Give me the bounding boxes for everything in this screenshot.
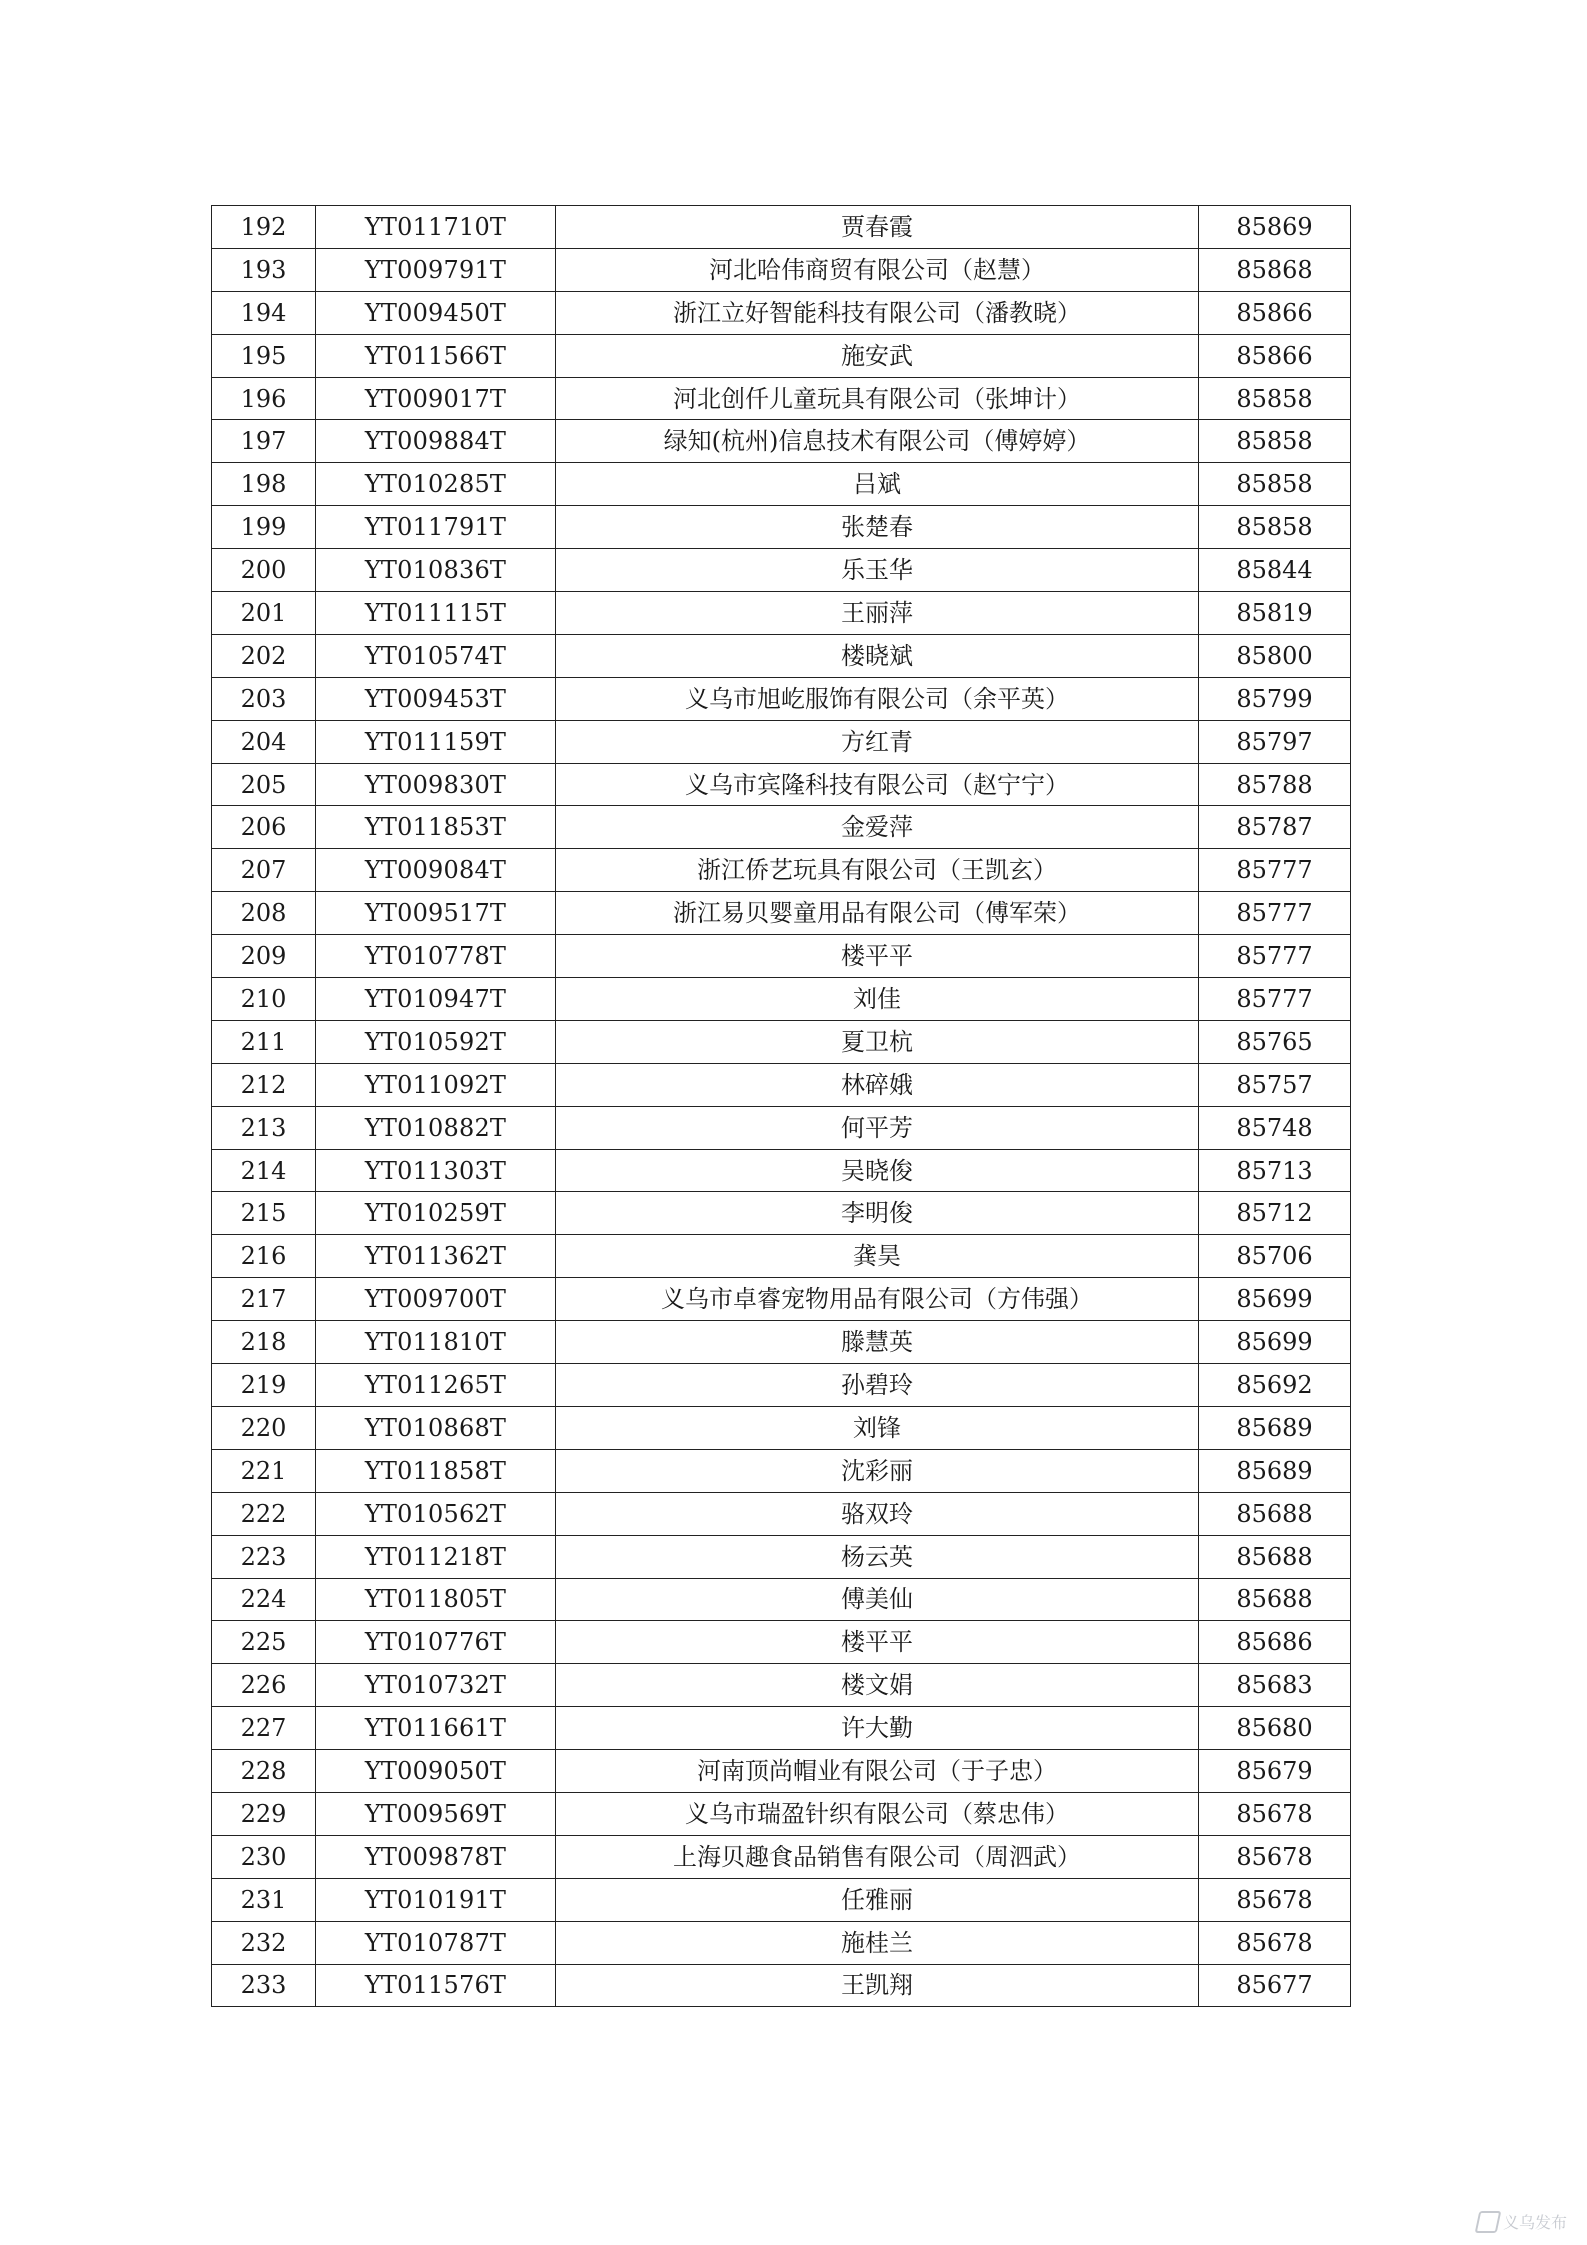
cell-name: 浙江易贝婴童用品有限公司（傅军荣） (556, 892, 1199, 935)
cell-index: 199 (212, 506, 316, 549)
cell-index: 227 (212, 1707, 316, 1750)
table-row (212, 1578, 1351, 1621)
cell-code: YT010562T (316, 1492, 556, 1535)
cell-score: 85866 (1199, 334, 1351, 377)
cell-score: 85686 (1199, 1621, 1351, 1664)
cell-name: 义乌市宾隆科技有限公司（赵宁宁） (556, 763, 1199, 806)
table-row (212, 1921, 1351, 1964)
cell-score: 85858 (1199, 463, 1351, 506)
table-row (212, 1364, 1351, 1407)
cell-score: 85688 (1199, 1578, 1351, 1621)
cell-code: YT011115T (316, 592, 556, 635)
cell-name: 河南顶尚帽业有限公司（于子忠） (556, 1750, 1199, 1793)
table-row (212, 978, 1351, 1021)
cell-index: 218 (212, 1321, 316, 1364)
cell-code: YT009517T (316, 892, 556, 935)
table-row (212, 1750, 1351, 1793)
table-row (212, 1964, 1351, 2007)
table-row (212, 1621, 1351, 1664)
cell-name: 乐玉华 (556, 549, 1199, 592)
table-row (212, 1192, 1351, 1235)
cell-code: YT009084T (316, 849, 556, 892)
cell-index: 205 (212, 763, 316, 806)
cell-code: YT011159T (316, 720, 556, 763)
cell-index: 194 (212, 291, 316, 334)
cell-name: 许大勤 (556, 1707, 1199, 1750)
cell-index: 213 (212, 1106, 316, 1149)
cell-code: YT011303T (316, 1149, 556, 1192)
cell-index: 198 (212, 463, 316, 506)
table-row (212, 1792, 1351, 1835)
cell-index: 231 (212, 1878, 316, 1921)
cell-index: 233 (212, 1964, 316, 2007)
cell-code: YT010776T (316, 1621, 556, 1664)
cell-code: YT010787T (316, 1921, 556, 1964)
cell-name: 杨云英 (556, 1535, 1199, 1578)
cell-index: 204 (212, 720, 316, 763)
cell-code: YT011810T (316, 1321, 556, 1364)
table-row (212, 1063, 1351, 1106)
cell-score: 85777 (1199, 935, 1351, 978)
cell-index: 208 (212, 892, 316, 935)
cell-index: 201 (212, 592, 316, 635)
cell-index: 206 (212, 806, 316, 849)
cell-score: 85699 (1199, 1278, 1351, 1321)
cell-score: 85819 (1199, 592, 1351, 635)
cell-name: 骆双玲 (556, 1492, 1199, 1535)
cell-score: 85777 (1199, 849, 1351, 892)
cell-score: 85788 (1199, 763, 1351, 806)
cell-index: 214 (212, 1149, 316, 1192)
table-row (212, 1321, 1351, 1364)
table-row (212, 849, 1351, 892)
table-row (212, 377, 1351, 420)
table-row (212, 1492, 1351, 1535)
cell-score: 85797 (1199, 720, 1351, 763)
cell-score: 85748 (1199, 1106, 1351, 1149)
cell-code: YT010868T (316, 1406, 556, 1449)
cell-name: 义乌市卓睿宠物用品有限公司（方伟强） (556, 1278, 1199, 1321)
cell-score: 85678 (1199, 1921, 1351, 1964)
cell-score: 85800 (1199, 634, 1351, 677)
cell-score: 85844 (1199, 549, 1351, 592)
table-body (212, 206, 1351, 2007)
cell-index: 209 (212, 935, 316, 978)
cell-code: YT011265T (316, 1364, 556, 1407)
ranking-table (211, 205, 1351, 2007)
cell-name: 施安武 (556, 334, 1199, 377)
cell-code: YT011805T (316, 1578, 556, 1621)
cell-score: 85869 (1199, 206, 1351, 249)
logo-icon (1475, 2211, 1502, 2233)
cell-code: YT010191T (316, 1878, 556, 1921)
cell-code: YT010592T (316, 1020, 556, 1063)
cell-code: YT009450T (316, 291, 556, 334)
cell-score: 85688 (1199, 1535, 1351, 1578)
cell-name: 刘锋 (556, 1406, 1199, 1449)
cell-index: 216 (212, 1235, 316, 1278)
cell-score: 85678 (1199, 1878, 1351, 1921)
cell-index: 200 (212, 549, 316, 592)
cell-score: 85713 (1199, 1149, 1351, 1192)
cell-name: 滕慧英 (556, 1321, 1199, 1364)
cell-score: 85868 (1199, 248, 1351, 291)
cell-code: YT010285T (316, 463, 556, 506)
cell-name: 吕斌 (556, 463, 1199, 506)
cell-name: 义乌市瑞盈针织有限公司（蔡忠伟） (556, 1792, 1199, 1835)
cell-score: 85777 (1199, 892, 1351, 935)
cell-name: 浙江立好智能科技有限公司（潘教晓） (556, 291, 1199, 334)
cell-index: 195 (212, 334, 316, 377)
cell-score: 85858 (1199, 377, 1351, 420)
table-row (212, 1235, 1351, 1278)
table-row (212, 634, 1351, 677)
cell-name: 王凯翔 (556, 1964, 1199, 2007)
table-row (212, 291, 1351, 334)
table-row (212, 1278, 1351, 1321)
cell-name: 孙碧玲 (556, 1364, 1199, 1407)
cell-name: 河北哈伟商贸有限公司（赵慧） (556, 248, 1199, 291)
cell-index: 228 (212, 1750, 316, 1793)
table-row (212, 248, 1351, 291)
cell-name: 龚昊 (556, 1235, 1199, 1278)
cell-name: 张楚春 (556, 506, 1199, 549)
cell-code: YT010778T (316, 935, 556, 978)
cell-name: 河北创仟儿童玩具有限公司（张坤计） (556, 377, 1199, 420)
cell-name: 施桂兰 (556, 1921, 1199, 1964)
cell-index: 211 (212, 1020, 316, 1063)
cell-name: 楼平平 (556, 1621, 1199, 1664)
cell-name: 吴晓俊 (556, 1149, 1199, 1192)
cell-code: YT009569T (316, 1792, 556, 1835)
cell-score: 85765 (1199, 1020, 1351, 1063)
cell-score: 85799 (1199, 677, 1351, 720)
cell-code: YT011858T (316, 1449, 556, 1492)
cell-index: 217 (212, 1278, 316, 1321)
cell-score: 85688 (1199, 1492, 1351, 1535)
cell-score: 85680 (1199, 1707, 1351, 1750)
cell-name: 上海贝趣食品销售有限公司（周泗武） (556, 1835, 1199, 1878)
cell-index: 223 (212, 1535, 316, 1578)
cell-index: 210 (212, 978, 316, 1021)
cell-name: 楼晓斌 (556, 634, 1199, 677)
cell-index: 225 (212, 1621, 316, 1664)
table-row (212, 1449, 1351, 1492)
cell-name: 金爱萍 (556, 806, 1199, 849)
cell-name: 傅美仙 (556, 1578, 1199, 1621)
cell-score: 85777 (1199, 978, 1351, 1021)
cell-name: 方红青 (556, 720, 1199, 763)
cell-code: YT010947T (316, 978, 556, 1021)
cell-score: 85712 (1199, 1192, 1351, 1235)
cell-score: 85866 (1199, 291, 1351, 334)
cell-index: 229 (212, 1792, 316, 1835)
cell-code: YT009791T (316, 248, 556, 291)
cell-name: 任雅丽 (556, 1878, 1199, 1921)
table-row (212, 420, 1351, 463)
cell-score: 85678 (1199, 1835, 1351, 1878)
cell-score: 85757 (1199, 1063, 1351, 1106)
cell-name: 王丽萍 (556, 592, 1199, 635)
table-row (212, 1707, 1351, 1750)
cell-index: 221 (212, 1449, 316, 1492)
table-row (212, 892, 1351, 935)
table-row (212, 1664, 1351, 1707)
cell-index: 226 (212, 1664, 316, 1707)
cell-code: YT009878T (316, 1835, 556, 1878)
cell-code: YT011218T (316, 1535, 556, 1578)
cell-code: YT010259T (316, 1192, 556, 1235)
cell-score: 85678 (1199, 1792, 1351, 1835)
table-row (212, 1878, 1351, 1921)
cell-code: YT011362T (316, 1235, 556, 1278)
cell-name: 沈彩丽 (556, 1449, 1199, 1492)
cell-score: 85699 (1199, 1321, 1351, 1364)
cell-name: 楼文娟 (556, 1664, 1199, 1707)
cell-code: YT010574T (316, 634, 556, 677)
table-row (212, 1835, 1351, 1878)
table-row (212, 763, 1351, 806)
cell-name: 浙江侨艺玩具有限公司（王凯玄） (556, 849, 1199, 892)
cell-score: 85683 (1199, 1664, 1351, 1707)
cell-index: 232 (212, 1921, 316, 1964)
cell-name: 绿知(杭州)信息技术有限公司（傅婷婷） (556, 420, 1199, 463)
table-row (212, 1406, 1351, 1449)
cell-index: 197 (212, 420, 316, 463)
cell-score: 85787 (1199, 806, 1351, 849)
cell-score: 85677 (1199, 1964, 1351, 2007)
cell-code: YT011092T (316, 1063, 556, 1106)
cell-score: 85692 (1199, 1364, 1351, 1407)
table-row (212, 1149, 1351, 1192)
cell-name: 刘佳 (556, 978, 1199, 1021)
cell-index: 202 (212, 634, 316, 677)
cell-code: YT010836T (316, 549, 556, 592)
table-row (212, 592, 1351, 635)
cell-name: 贾春霞 (556, 206, 1199, 249)
cell-index: 192 (212, 206, 316, 249)
cell-name: 夏卫杭 (556, 1020, 1199, 1063)
cell-name: 林碎娥 (556, 1063, 1199, 1106)
cell-code: YT009884T (316, 420, 556, 463)
cell-score: 85689 (1199, 1449, 1351, 1492)
table-row (212, 806, 1351, 849)
table-row (212, 206, 1351, 249)
cell-code: YT010732T (316, 1664, 556, 1707)
table-row (212, 463, 1351, 506)
cell-code: YT011576T (316, 1964, 556, 2007)
cell-code: YT011853T (316, 806, 556, 849)
table-row (212, 1535, 1351, 1578)
table-row (212, 720, 1351, 763)
cell-score: 85858 (1199, 420, 1351, 463)
cell-score: 85679 (1199, 1750, 1351, 1793)
cell-score: 85858 (1199, 506, 1351, 549)
cell-index: 222 (212, 1492, 316, 1535)
cell-code: YT010882T (316, 1106, 556, 1149)
watermark-text: 义乌发布 (1502, 2213, 1567, 2232)
table-row (212, 935, 1351, 978)
cell-index: 203 (212, 677, 316, 720)
cell-index: 215 (212, 1192, 316, 1235)
cell-index: 212 (212, 1063, 316, 1106)
cell-name: 义乌市旭屹服饰有限公司（余平英） (556, 677, 1199, 720)
cell-name: 何平芳 (556, 1106, 1199, 1149)
cell-name: 李明俊 (556, 1192, 1199, 1235)
cell-score: 85689 (1199, 1406, 1351, 1449)
cell-code: YT009050T (316, 1750, 556, 1793)
cell-code: YT011566T (316, 334, 556, 377)
table-row (212, 1106, 1351, 1149)
cell-index: 220 (212, 1406, 316, 1449)
cell-index: 207 (212, 849, 316, 892)
cell-code: YT009830T (316, 763, 556, 806)
table-row (212, 1020, 1351, 1063)
cell-code: YT011710T (316, 206, 556, 249)
table-row (212, 677, 1351, 720)
cell-code: YT011791T (316, 506, 556, 549)
cell-code: YT011661T (316, 1707, 556, 1750)
table-row (212, 549, 1351, 592)
table-row (212, 506, 1351, 549)
cell-index: 196 (212, 377, 316, 420)
cell-index: 219 (212, 1364, 316, 1407)
cell-name: 楼平平 (556, 935, 1199, 978)
cell-code: YT009453T (316, 677, 556, 720)
cell-index: 230 (212, 1835, 316, 1878)
cell-code: YT009017T (316, 377, 556, 420)
watermark (1477, 2210, 1567, 2233)
cell-code: YT009700T (316, 1278, 556, 1321)
cell-index: 224 (212, 1578, 316, 1621)
cell-score: 85706 (1199, 1235, 1351, 1278)
cell-index: 193 (212, 248, 316, 291)
table-row (212, 334, 1351, 377)
